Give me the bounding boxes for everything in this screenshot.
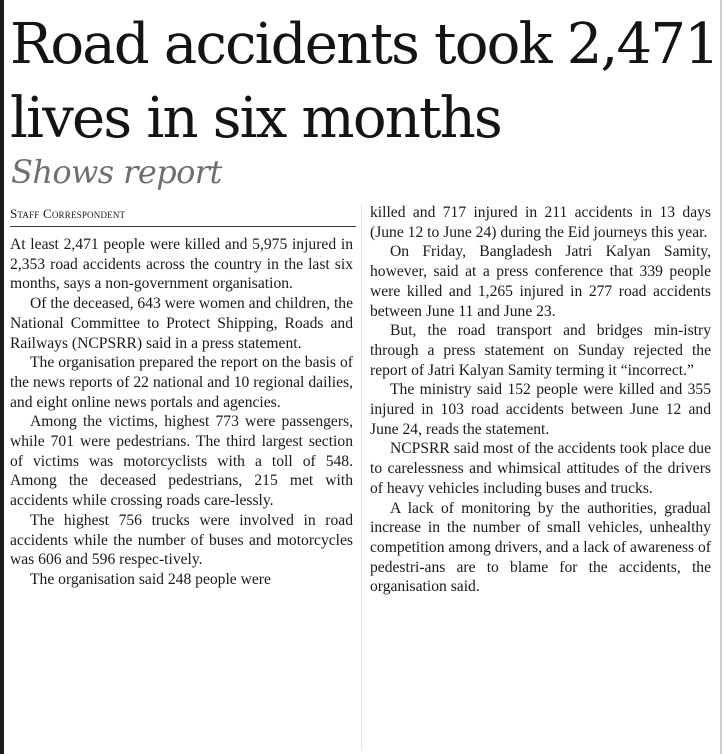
headline-line-1: Road accidents took 2,471 (10, 12, 719, 77)
paragraph: The organisation said 248 people were (30, 570, 271, 588)
subheadline: Shows report (11, 153, 222, 191)
paragraph: killed and 717 injured in 211 accidents in 13 days (June 12 to June 24) during the Eid journeys this year. (370, 204, 711, 241)
article-column-left (10, 235, 353, 590)
paragraph: Of the deceased, 643 were women and children, the National Committee to Protect Shipping, Roads and Railways (NCPSRR) said in a press statement. (10, 295, 354, 352)
paragraph: On Friday, Bangladesh Jatri Kalyan Samity, however, said at a press conference that 339 people were killed and 1,265 injured in 277 road accidents between June 11 and June 23. (370, 243, 711, 320)
headline-line-2: lives in six months (10, 86, 501, 151)
paragraph: The highest 756 trucks were involved in road accidents while the number of buses and motorcycles was 606 and 596 respec-tively. (10, 511, 353, 569)
article-column-right (370, 203, 711, 597)
column-gutter (361, 204, 362, 749)
paragraph: The organisation prepared the report on the basis of the news reports of 22 national and 10 regional dailies, and eight online news portals and agencies. (10, 354, 353, 411)
byline: Staff Correspondent (10, 206, 356, 227)
headline (10, 8, 722, 156)
paragraph: NCPSRR said most of the accidents took place due to carelessness and whimsical attitudes of the drivers of heavy vehicles including buses and trucks. (370, 440, 711, 497)
paragraph: The ministry said 152 people were killed and 355 injured in 103 road accidents between June 12 and June 24, reads the statement. (370, 381, 711, 438)
paragraph: Among the victims, highest 773 were passengers, while 701 were pedestrians. The third largest section of victims was motorcyclists with a toll of 548. Among the deceased pedestrians, 215 met with accidents while crossing roads care-lessly. (10, 413, 353, 510)
paragraph: A lack of monitoring by the authorities, gradual increase in the number of small vehicles, unhealthy competition among drivers, and a lack of awareness of pedestri-ans are to blame for the accidents, the organisation said. (370, 499, 711, 596)
paragraph: But, the road transport and bridges min-istry through a press statement on Sunday rejected the report of Jatri Kalyan Samity terming it “incorrect.” (370, 322, 711, 379)
paragraph: At least 2,471 people were killed and 5,975 injured in 2,353 road accidents across the country in the last six months, says a non-government organisation. (10, 236, 353, 293)
